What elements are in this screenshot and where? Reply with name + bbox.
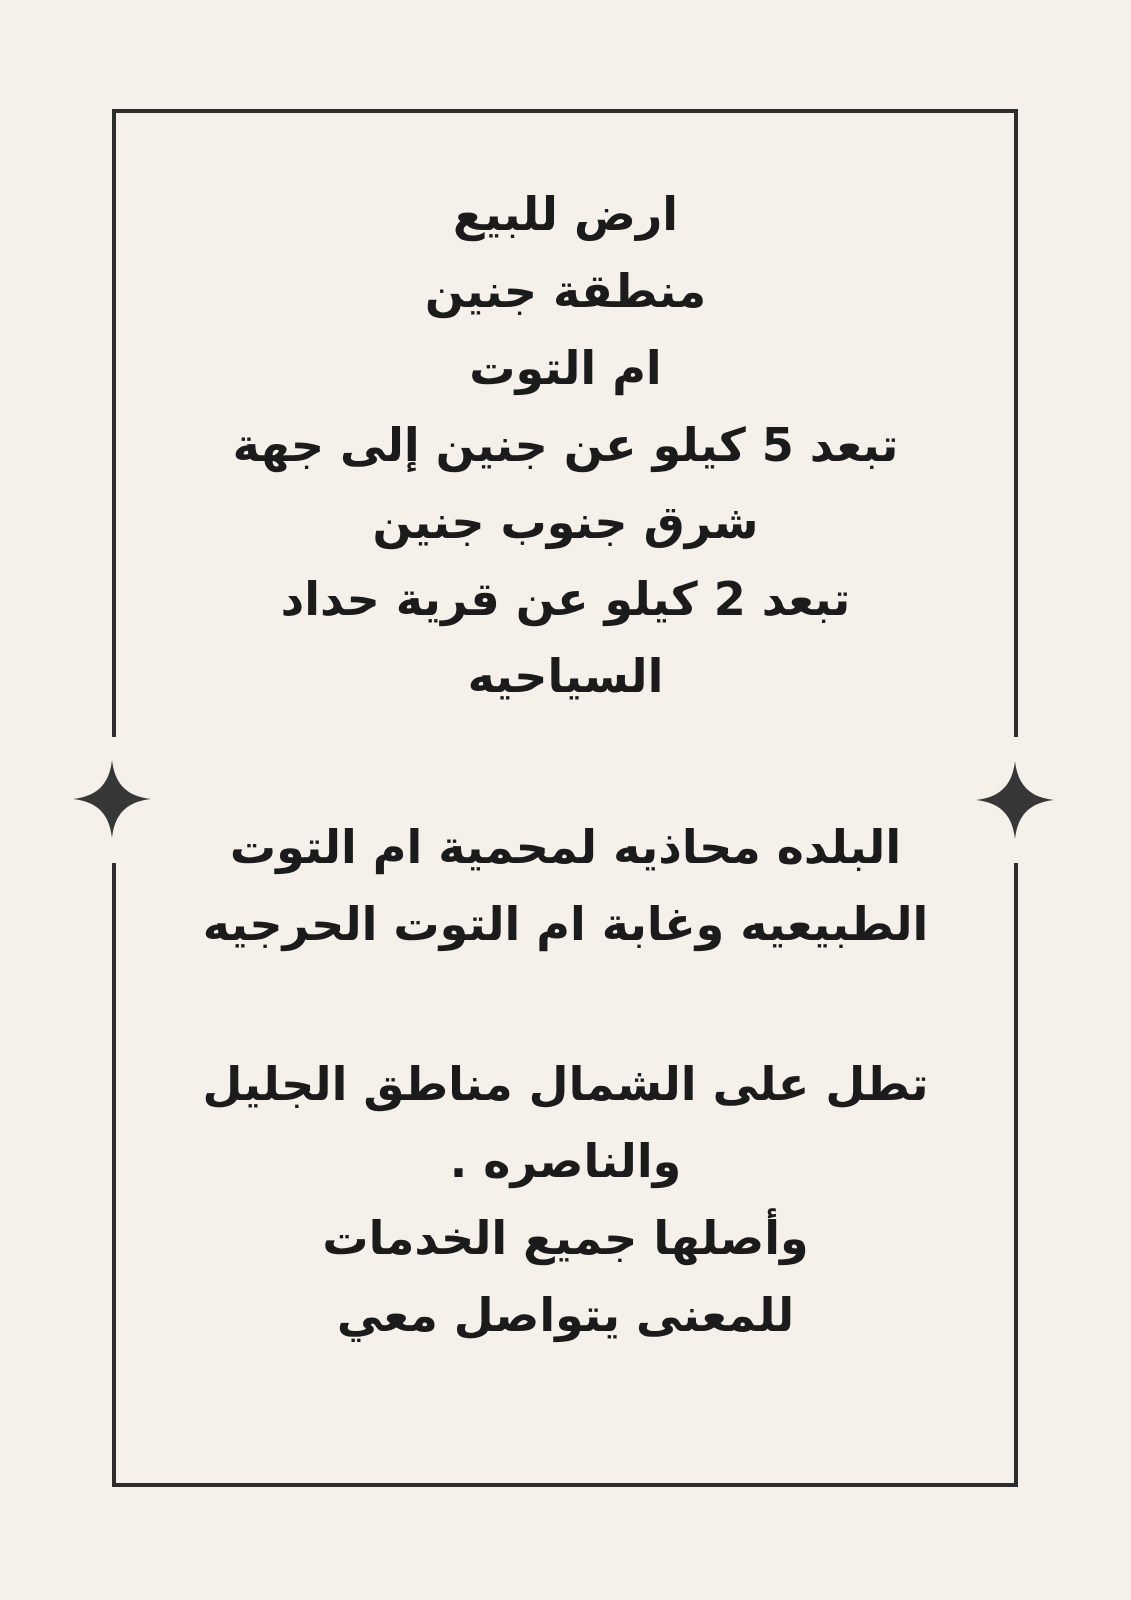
flyer-line: شرق جنوب جنين [372,495,759,549]
flyer-title: ارض للبيع [452,187,679,241]
flyer-line: والناصره . [449,1134,682,1188]
listing-surroundings [0,809,1131,963]
flyer-line: تطل على الشمال مناطق الجليل [202,1057,929,1111]
flyer-line: ام التوت [469,341,662,395]
flyer-line: للمعنى يتواصل معي [336,1288,795,1342]
flyer-line: منطقة جنين [424,264,707,318]
listing-header-and-location [0,176,1131,715]
flyer-line: الطبيعيه وغابة ام التوت الحرجيه [202,897,929,951]
listing-views-and-contact [0,1046,1131,1354]
flyer-line: وأصلها جميع الخدمات [322,1211,809,1265]
flyer-line: تبعد 5 كيلو عن جنين إلى جهة [232,418,899,472]
flyer-line: البلده محاذيه لمحمية ام التوت [229,820,902,874]
flyer-line: السياحيه [467,649,664,703]
flyer-line: تبعد 2 كيلو عن قرية حداد [280,572,851,626]
